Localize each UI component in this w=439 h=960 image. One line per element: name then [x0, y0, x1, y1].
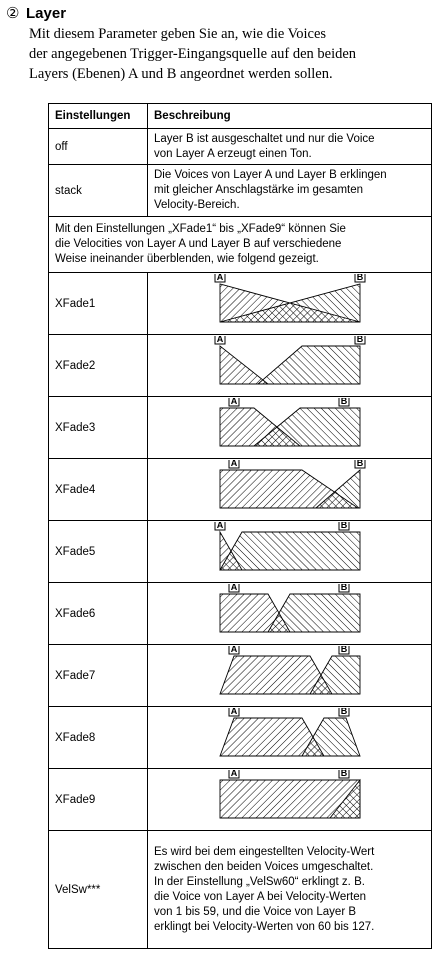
- layer-a-marker: [215, 336, 225, 344]
- svg-text:B: B: [340, 583, 348, 592]
- layer-a-curve: [220, 656, 332, 694]
- crossfade-diagram-cell: [148, 583, 432, 645]
- setting-cell: XFade1: [49, 273, 148, 335]
- layer-a-marker: [229, 398, 239, 406]
- section-number: ②: [6, 5, 20, 22]
- crossfade-diagram: [148, 274, 431, 334]
- setting-cell: XFade5: [49, 521, 148, 583]
- crossfade-diagram-cell: [148, 459, 432, 521]
- layer-a-marker: [215, 522, 225, 530]
- section-title-line: [6, 4, 436, 24]
- layer-a-curve: [220, 346, 268, 384]
- description-line: von Layer A erzeugt einen Ton.: [154, 147, 312, 160]
- description-line: zwischen den beiden Voices umgeschaltet.: [154, 860, 374, 873]
- svg-text:B: B: [340, 645, 348, 654]
- note-line: Weise ineinander überblenden, wie folgend gezeigt.: [55, 253, 319, 265]
- description-cell: [148, 165, 432, 217]
- layer-b-marker: [355, 336, 365, 344]
- table-row-xfade: [49, 335, 432, 397]
- table-row-xfade: [49, 645, 432, 707]
- table-note-row: [49, 217, 432, 273]
- layer-b-curve: [220, 532, 360, 570]
- column-header-settings: Einstellungen: [49, 104, 148, 129]
- setting-cell: XFade6: [49, 583, 148, 645]
- svg-text:B: B: [340, 397, 348, 406]
- description-cell: [148, 831, 432, 949]
- svg-text:B: B: [340, 707, 348, 716]
- crossfade-diagram-cell: [148, 335, 432, 397]
- description-cell: [148, 129, 432, 165]
- svg-text:A: A: [216, 273, 224, 282]
- layer-a-marker: [229, 584, 239, 592]
- layer-settings-table: [48, 103, 432, 949]
- xfade-rows: [49, 273, 432, 831]
- layer-b-marker: [339, 522, 349, 530]
- setting-cell: XFade8: [49, 707, 148, 769]
- layer-a-marker: [229, 460, 239, 468]
- description-line: Die Voices von Layer A und Layer B erklingen: [154, 169, 387, 181]
- crossfade-diagram: [148, 460, 431, 520]
- table-row-xfade: [49, 273, 432, 335]
- layer-a-marker: [215, 274, 225, 282]
- table-row-xfade: [49, 707, 432, 769]
- crossfade-diagram-cell: [148, 521, 432, 583]
- section-description: [6, 24, 436, 84]
- column-header-description: Beschreibung: [148, 104, 432, 129]
- setting-cell: XFade3: [49, 397, 148, 459]
- table-row-xfade: [49, 459, 432, 521]
- crossfade-diagram-cell: [148, 769, 432, 831]
- svg-text:A: A: [230, 645, 238, 654]
- description-line: Velocity-Bereich.: [154, 199, 240, 211]
- crossfade-diagram-cell: [148, 273, 432, 335]
- layer-a-marker: [229, 708, 239, 716]
- description-line: der angegebenen Trigger-Eingangsquelle auf den beiden: [29, 46, 357, 62]
- description-line: In der Einstellung „VelSw60“ erklingt z. B.: [154, 875, 365, 888]
- setting-cell: stack: [49, 165, 148, 217]
- note-line: Mit den Einstellungen „XFade1“ bis „XFade9“ können Sie: [55, 223, 346, 235]
- crossfade-diagram: [148, 522, 431, 582]
- crossfade-diagram-cell: [148, 707, 432, 769]
- crossfade-diagram: [148, 708, 431, 768]
- svg-text:B: B: [356, 459, 364, 468]
- crossfade-diagram: [148, 336, 431, 396]
- description-line: von 1 bis 59, und die Voice von Layer B: [154, 905, 357, 918]
- svg-text:A: A: [230, 459, 238, 468]
- table-header-row: [49, 104, 432, 129]
- crossfade-diagram: [148, 398, 431, 458]
- svg-text:B: B: [356, 273, 364, 282]
- setting-cell: XFade7: [49, 645, 148, 707]
- description-line: Layers (Ebenen) A und B angeordnet werden sollen.: [29, 66, 333, 82]
- svg-text:A: A: [230, 583, 238, 592]
- layer-b-marker: [339, 398, 349, 406]
- svg-text:B: B: [340, 521, 348, 530]
- setting-cell: XFade4: [49, 459, 148, 521]
- table-row-xfade: [49, 521, 432, 583]
- layer-b-marker: [339, 708, 349, 716]
- table-row-xfade: [49, 769, 432, 831]
- section-title: Layer: [26, 5, 67, 22]
- table-row-xfade: [49, 397, 432, 459]
- svg-text:B: B: [340, 769, 348, 778]
- crossfade-diagram: [148, 646, 431, 706]
- layer-a-marker: [229, 770, 239, 778]
- layer-a-curve: [220, 594, 290, 632]
- setting-cell: XFade2: [49, 335, 148, 397]
- description-line: Layer B ist ausgeschaltet und nur die Voice: [154, 132, 375, 145]
- note-line: die Velocities von Layer A und Layer B auf verschiedene: [55, 238, 342, 250]
- table-row-stack: [49, 165, 432, 217]
- table-row-velsw: [49, 831, 432, 949]
- layer-a-curve: [220, 780, 360, 818]
- xfade-note: [49, 217, 432, 273]
- layer-a-marker: [229, 646, 239, 654]
- svg-text:A: A: [216, 521, 224, 530]
- layer-b-marker: [339, 770, 349, 778]
- description-line: erklingt bei Velocity-Werten von 60 bis 127.: [154, 920, 375, 933]
- crossfade-diagram-cell: [148, 645, 432, 707]
- layer-b-marker: [355, 274, 365, 282]
- layer-a-curve: [220, 470, 358, 508]
- svg-text:A: A: [230, 707, 238, 716]
- section-header: [6, 4, 436, 84]
- svg-text:A: A: [230, 769, 238, 778]
- crossfade-diagram-cell: [148, 397, 432, 459]
- setting-cell: VelSw***: [49, 831, 148, 949]
- crossfade-diagram: [148, 770, 431, 830]
- layer-b-marker: [339, 646, 349, 654]
- description-line: Es wird bei dem eingestellten Velocity-Wert: [154, 845, 375, 858]
- layer-b-marker: [355, 460, 365, 468]
- crossfade-diagram: [148, 584, 431, 644]
- svg-text:A: A: [216, 335, 224, 344]
- table-row-off: [49, 129, 432, 165]
- setting-cell: XFade9: [49, 769, 148, 831]
- svg-text:B: B: [356, 335, 364, 344]
- table-row-xfade: [49, 583, 432, 645]
- layer-a-curve: [220, 718, 324, 756]
- description-line: mit gleicher Anschlagstärke im gesamten: [154, 184, 364, 196]
- description-line: die Voice von Layer A bei Velocity-Werten: [154, 890, 367, 903]
- description-line: Mit diesem Parameter geben Sie an, wie die Voices: [29, 26, 327, 42]
- layer-b-curve: [258, 346, 360, 384]
- svg-text:A: A: [230, 397, 238, 406]
- layer-b-marker: [339, 584, 349, 592]
- setting-cell: off: [49, 129, 148, 165]
